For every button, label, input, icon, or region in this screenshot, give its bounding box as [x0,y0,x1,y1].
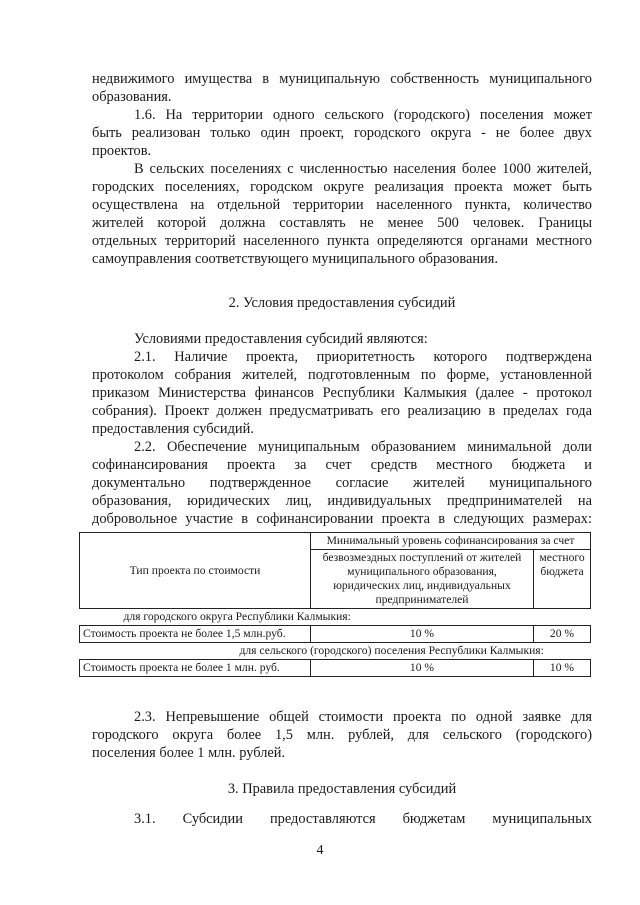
text-line: Условиями предоставления субсидий являются: [134,331,428,347]
text-line: самоуправления соответствующего муниципального образования. [92,251,498,267]
table-row [80,626,591,643]
text-line: 1.6. На территории одного сельского (городского) поселения может [134,107,592,123]
table-cell-local: 10 % [534,660,591,677]
table-header-type: Тип проекта по стоимости [80,533,311,609]
table-cell-local: 20 % [534,626,591,643]
text-line: приказом Министерства финансов Республики Калмыкия (далее - протокол [92,385,592,401]
text-line: предоставления субсидий. [92,421,254,437]
text-line: образования, юридических лиц, индивидуальных предпринимателей на [92,493,592,509]
text-line: жителей которой должна составлять не менее 500 человек. Границы [92,215,592,231]
text-line: добровольное участие в софинансировании проекта в следующих размерах: [92,511,592,527]
text-line: В сельских поселениях с численностью населения более 1000 жителей, [134,161,592,177]
table-header-min-level: Минимальный уровень софинансирования за счет [311,533,591,550]
text-line: городского округа более 1,5 млн. рублей, для сельского (городского) [92,727,592,743]
text-line: осуществлена на отдельной территории населенного пункта, количество [92,197,592,213]
text-line: городских поселениях, городском округе реализация проекта может быть [92,179,592,195]
section-heading: 2. Условия предоставления субсидий [228,295,456,311]
text-line: проектов. [92,143,152,159]
section-heading: 3. Правила предоставления субсидий [227,781,457,797]
text-line: софинансирования проекта за счет средств местного бюджета и [92,457,592,473]
table-group-row [80,643,591,660]
table-cell-gratis: 10 % [311,660,534,677]
text-line: быть реализован только один проект, городского округа - не более двух [92,125,592,141]
text-line: 2.3. Непревышение общей стоимости проекта по одной заявке для [134,709,592,725]
table-row [80,660,591,677]
table-group-row [80,609,591,626]
text-line: 2.1. Наличие проекта, приоритетность которого подтверждена [134,349,592,365]
table-header-gratis: безвозмездных поступлений от жителей муниципального образования, юридических лиц, индивидуальных предпринимателей [311,550,534,609]
text-line: 2.2. Обеспечение муниципальным образованием минимальной доли [134,439,592,455]
text-line: недвижимого имущества в муниципальную собственность муниципального [92,71,592,87]
table-cell-label: Стоимость проекта не более 1 млн. руб. [80,660,311,677]
text-line: 3.1. Субсидии предоставляются бюджетам муниципальных [134,811,592,827]
cofinancing-table [79,532,591,677]
text-line: собрания). Проект должен предусматривать его реализацию в пределах года [92,403,592,419]
table-header-row [80,533,591,550]
text-line: отдельных территорий населенного пункта определяются органами местного [92,233,592,249]
table-cell-label: Стоимость проекта не более 1,5 млн.руб. [80,626,311,643]
table-header-local: местного бюджета [534,550,591,609]
text-line: поселения более 1 млн. рублей. [92,745,286,761]
text-line: протоколом собрания жителей, подготовленным по форме, установленной [92,367,592,383]
table-cell-gratis: 10 % [311,626,534,643]
page-number: 4 [316,843,324,858]
text-line: образования. [92,89,172,105]
table-group-city: для городского округа Республики Калмыкия: [80,609,591,626]
text-line: документально подтвержденное согласие жителей муниципального [92,475,592,491]
table-group-rural: для сельского (городского) поселения Республики Калмыкия: [80,643,591,660]
